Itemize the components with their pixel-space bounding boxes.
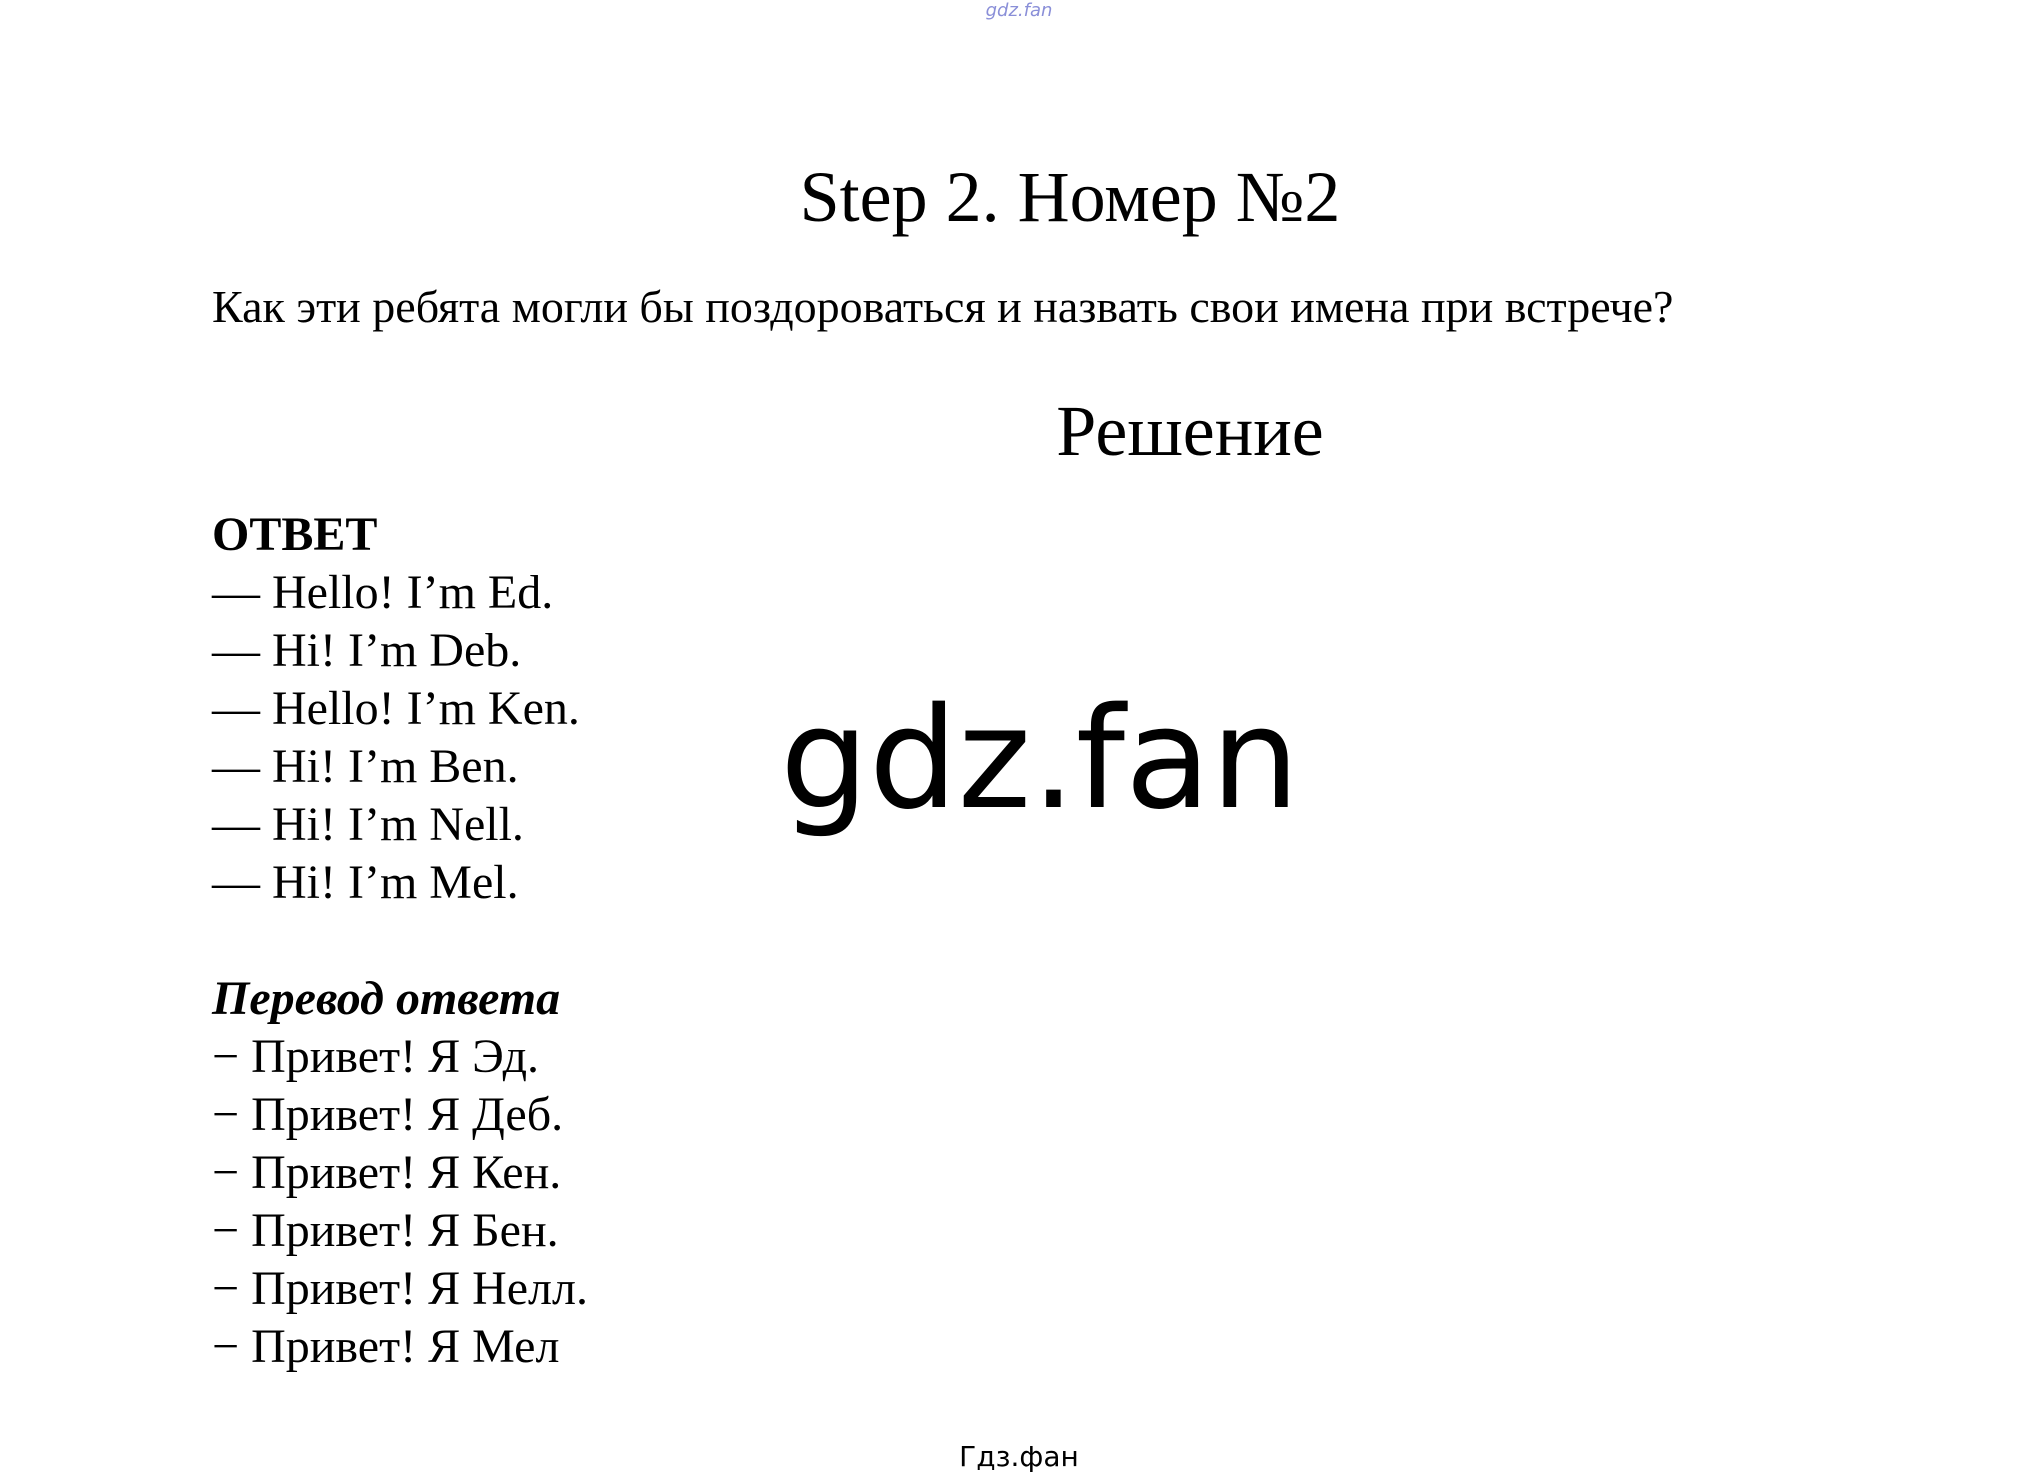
- translation-line: − Привет! Я Нелл.: [212, 1262, 588, 1315]
- translation-heading: Перевод ответа: [212, 972, 561, 1025]
- footer-watermark: Гдз.фан: [959, 1440, 1079, 1473]
- translation-line: − Привет! Я Бен.: [212, 1204, 559, 1257]
- task-question: Как эти ребята могли бы поздороваться и назвать свои имена при встрече?: [212, 281, 1674, 332]
- answer-line: — Hi! I’m Deb.: [212, 624, 522, 677]
- translation-line: − Привет! Я Кен.: [212, 1146, 562, 1199]
- translation-lines: [212, 1028, 588, 1376]
- answer-heading: ОТВЕТ: [212, 508, 378, 561]
- answer-lines: [212, 564, 580, 912]
- translation-line: − Привет! Я Эд.: [212, 1030, 539, 1083]
- answer-line: — Hello! I’m Ed.: [212, 566, 554, 619]
- solution-heading: Решение: [1056, 391, 1324, 471]
- translation-section: [212, 970, 588, 1376]
- answer-section: [212, 506, 580, 912]
- answer-line: — Hello! I’m Ken.: [212, 682, 580, 735]
- page-title: Step 2. Номер №2: [799, 157, 1341, 237]
- answer-line: — Hi! I’m Nell.: [212, 798, 524, 851]
- center-watermark: gdz.fan: [780, 678, 1300, 841]
- top-watermark: gdz.fan: [985, 0, 1053, 21]
- translation-line: − Привет! Я Деб.: [212, 1088, 564, 1141]
- translation-line: − Привет! Я Мел: [212, 1320, 560, 1373]
- answer-line: — Hi! I’m Ben.: [212, 740, 519, 793]
- answer-line: — Hi! I’m Mel.: [212, 856, 519, 909]
